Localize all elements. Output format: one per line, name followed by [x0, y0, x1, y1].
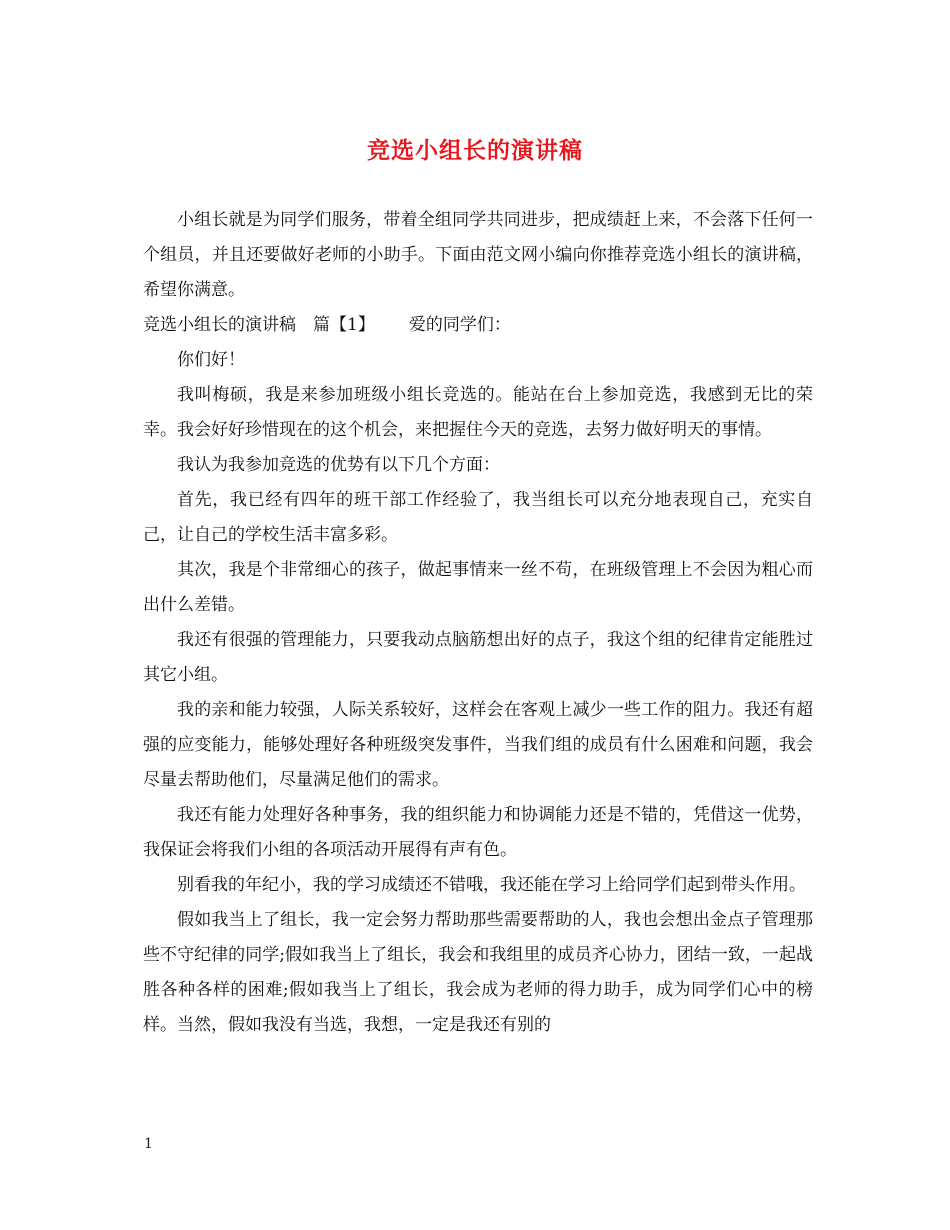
section-heading-line — [143, 308, 813, 343]
body-paragraph: 你们好！ — [177, 350, 245, 370]
body-paragraph: 我叫梅硕，我是来参加班级小组长竞选的。能站在台上参加竞选，我感到无比的荣幸。我会好好珍惜现在的这个机会，来把握住今天的竞选，去努力做好明天的事情。 — [143, 385, 813, 440]
section-label: 篇【1】 — [313, 315, 375, 335]
document-title: 竞选小组长的演讲稿 — [367, 137, 583, 164]
body-paragraph: 假如我当上了组长，我一定会努力帮助那些需要帮助的人，我也会想出金点子管理那些不守纪律的同学;假如我当上了组长，我会和我组里的成员齐心协力，团结一致，一起战胜各种各样的困难;假如我当上了组长，我会成为老师的得力助手，成为同学们心中的榜样。当然，假如我没有当选，我想，一定是我还有别的 — [143, 910, 813, 1035]
body-paragraph: 我还有能力处理好各种事务，我的组织能力和协调能力还是不错的，凭借这一优势，我保证会将我们小组的各项活动开展得有声有色。 — [143, 805, 813, 860]
section-heading: 竞选小组长的演讲稿 — [143, 315, 296, 335]
body-paragraph: 我还有很强的管理能力，只要我动点脑筋想出好的点子，我这个组的纪律肯定能胜过其它小组。 — [143, 630, 813, 685]
document-body — [143, 203, 813, 1043]
page-number: 1 — [144, 1136, 153, 1152]
body-paragraph: 我的亲和能力较强，人际关系较好，这样会在客观上减少一些工作的阻力。我还有超强的应变能力，能够处理好各种班级突发事件，当我们组的成员有什么困难和问题，我会尽量去帮助他们，尽量满足他们的需求。 — [143, 700, 813, 790]
body-paragraph: 其次，我是个非常细心的孩子，做起事情来一丝不苟，在班级管理上不会因为粗心而出什么差错。 — [143, 560, 813, 615]
body-paragraph: 首先，我已经有四年的班干部工作经验了，我当组长可以充分地表现自己，充实自己，让自己的学校生活丰富多彩。 — [143, 490, 813, 545]
body-paragraph: 我认为我参加竞选的优势有以下几个方面： — [177, 455, 500, 475]
greeting-salutation: 爱的同学们： — [408, 315, 511, 335]
body-paragraph: 别看我的年纪小，我的学习成绩还不错哦，我还能在学习上给同学们起到带头作用。 — [177, 875, 806, 895]
intro-paragraph: 小组长就是为同学们服务，带着全组同学共同进步，把成绩赶上来，不会落下任何一个组员，并且还要做好老师的小助手。下面由范文网小编向你推荐竞选小组长的演讲稿，希望你满意。 — [143, 210, 813, 300]
